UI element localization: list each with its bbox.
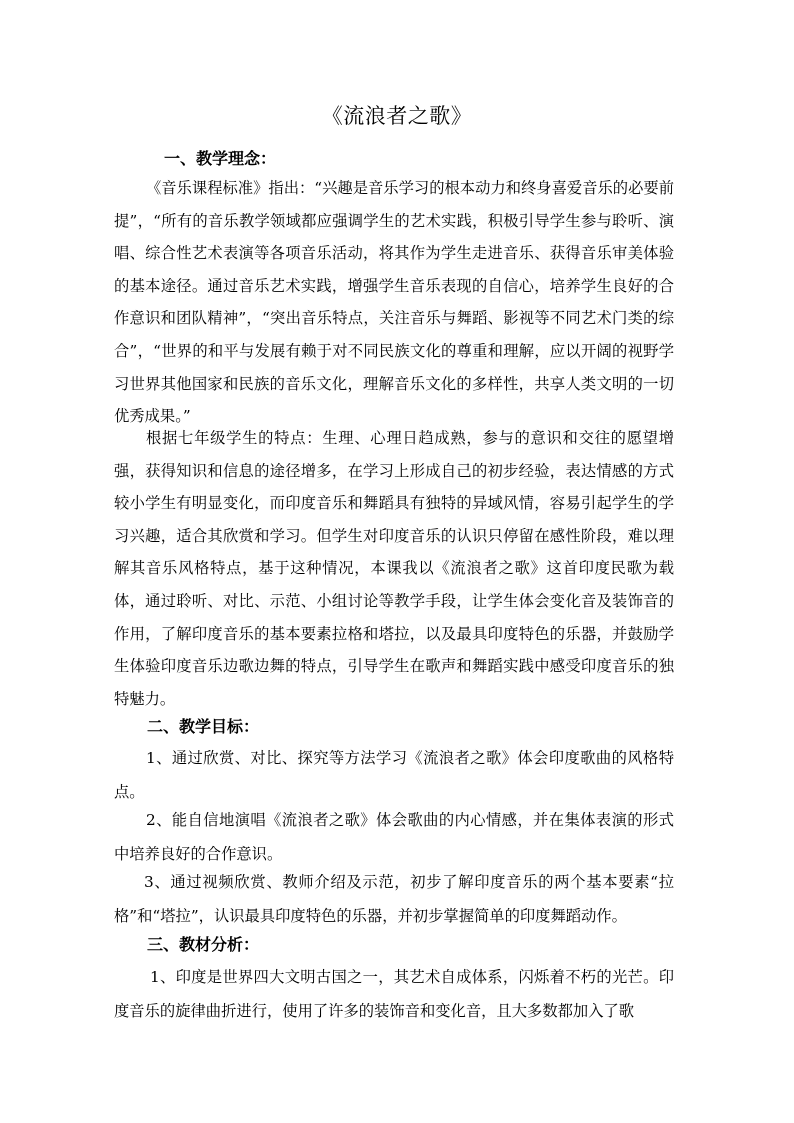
section-heading-teaching-goals: 二、教学目标： <box>147 717 260 736</box>
document-title: 《流浪者之歌》 <box>321 104 473 128</box>
goal-item-2: 2、能自信地演唱《流浪者之歌》体会歌曲的内心情感，并在集体表演的形式中培养良好的合作意识。 <box>114 811 674 863</box>
goal-item-1: 1、通过欣赏、对比、探究等方法学习《流浪者之歌》体会印度歌曲的风格特点。 <box>114 749 674 801</box>
paragraph-curriculum-standard: 《音乐课程标准》指出：“兴趣是音乐学习的根本动力和终身喜爱音乐的必要前提”，“所有的音乐教学领域都应强调学生的艺术实践，积极引导学生参与聆听、演唱、综合性艺术表演等各项音乐活动，将其作为学生走进音乐、获得音乐审美体验的基本途径。通过音乐艺术实践，增强学生音乐表现的自信心，培养学生良好的合作意识和团队精神”，“突出音乐特点，关注音乐与舞蹈、影视等不同艺术门类的综合”，“世界的和平与发展有赖于对不同民族文化的尊重和理解，应以开阔的视野学习世界其他国家和民族的音乐文化，理解音乐文化的多样性，共享人类文明的一切优秀成果。” <box>114 179 674 426</box>
goal-item-3: 3、通过视频欣赏、教师介绍及示范，初步了解印度音乐的两个基本要素“拉格”和“塔拉”，认识最具印度特色的乐器，并初步掌握简单的印度舞蹈动作。 <box>114 873 674 925</box>
paragraph-student-characteristics: 根据七年级学生的特点：生理、心理日趋成熟，参与的意识和交往的愿望增强，获得知识和信息的途径增多，在学习上形成自己的初步经验，表达情感的方式较小学生有明显变化，而印度音乐和舞蹈具有独特的异域风情，容易引起学生的学习兴趣，适合其欣赏和学习。但学生对印度音乐的认识只停留在感性阶段，难以理解其音乐风格特点，基于这种情况，本课我以《流浪者之歌》这首印度民歌为载体，通过聆听、对比、示范、小组讨论等教学手段，让学生体会变化音及装饰音的作用，了解印度音乐的基本要素拉格和塔拉，以及最具印度特色的乐器，并鼓励学生体验印度音乐边歌边舞的特点，引导学生在歌声和舞蹈实践中感受印度音乐的独特魅力。 <box>114 429 674 708</box>
analysis-item-1: 1、印度是世界四大文明古国之一，其艺术自成体系，闪烁着不朽的光芒。印度音乐的旋律曲折进行，使用了许多的装饰音和变化音，且大多数都加入了歌 <box>114 968 674 1020</box>
section-heading-material-analysis: 三、教材分析： <box>147 935 260 954</box>
section-heading-teaching-philosophy: 一、教学理念： <box>164 149 277 168</box>
